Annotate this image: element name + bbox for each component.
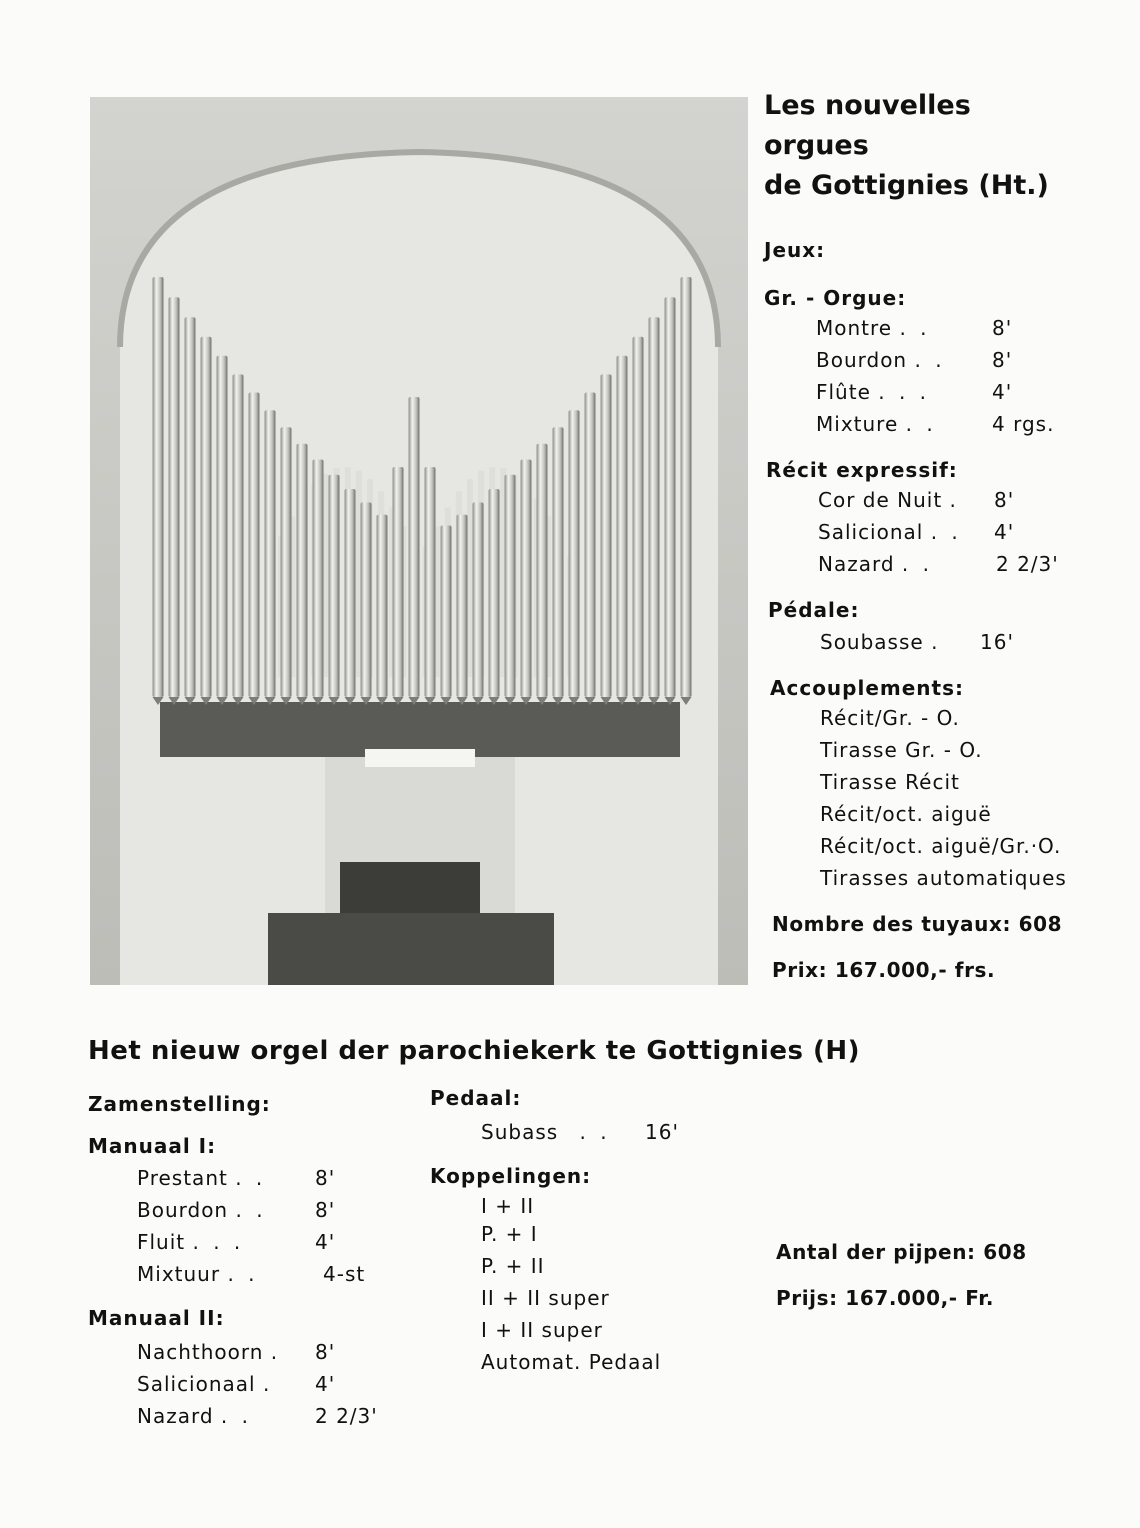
stop-row: Salicionaal . 4' [137,1372,336,1396]
organ-pipe [361,502,372,697]
stop-row: Mixture . . 4 rgs. [816,412,1055,436]
organ-pipe [553,427,564,697]
organ-pipe [521,460,532,698]
manuaal-2-heading: Manuaal II: [88,1306,225,1330]
price: Prix: 167.000,- frs. [772,958,996,982]
stop-row: Soubasse . 16' [820,630,1014,654]
coupler-item: II + II super [481,1286,610,1310]
coupler-item: Tirasse Récit [820,770,960,794]
stop-row: Nachthoorn . 8' [137,1340,336,1364]
stop-row: Nazard . . 2 2/3' [137,1404,378,1428]
organ-pipe [393,467,404,697]
organ-pipe [281,427,292,697]
organ-pipe [153,277,164,697]
french-column [764,86,1124,206]
coupler-item: I + II super [481,1318,603,1342]
stop-row: Fluit . . . 4' [137,1230,336,1254]
stop-row: Subass . . 16' [481,1120,679,1144]
organ-pipe [169,297,180,697]
stop-row: Mixtuur . . 4-st [137,1262,366,1286]
koppelingen-heading: Koppelingen: [430,1164,592,1188]
jeux-heading: Jeux: [764,238,826,262]
pipe-count-dutch: Antal der pijpen: 608 [776,1240,1027,1264]
organ-pipe [441,526,452,698]
coupler-item: I + II [481,1194,535,1218]
organ-pipe [265,410,276,697]
organ-pipe [217,356,228,697]
price-dutch: Prijs: 167.000,- Fr. [776,1286,995,1310]
stop-row: Flûte . . . 4' [816,380,1013,404]
organ-pipe [457,515,468,697]
organ-pipe [665,297,676,697]
organ-pipe [537,444,548,697]
stop-row: Montre . . 8' [816,316,1013,340]
manuaal-1-heading: Manuaal I: [88,1134,217,1158]
pedaal-heading: Pedaal: [430,1086,522,1110]
coupler-item: Tirasse Gr. - O. [820,738,983,762]
coupler-item: Tirasses automatiques [820,866,1067,890]
organ-console [340,862,480,917]
coupler-item: P. + II [481,1254,545,1278]
organ-pipe [489,489,500,697]
coupler-item: Récit/oct. aiguë/Gr.·O. [820,834,1062,858]
recit-heading: Récit expressif: [766,458,958,482]
stop-row: Prestant . . 8' [137,1166,336,1190]
coupler-item: Récit/Gr. - O. [820,706,960,730]
stop-row: Nazard . . 2 2/3' [818,552,1059,576]
organ-pipe [505,475,516,697]
organ-inner-pipe [467,479,473,677]
french-title: Les nouvelles orgues de Gottignies (Ht.) [764,90,1049,201]
grand-orgue-heading: Gr. - Orgue: [764,286,907,310]
organ-pipe [329,475,340,697]
accouplements-heading: Accouplements: [770,676,965,700]
organ-photo [90,97,748,985]
organ-pipe [233,374,244,697]
organ-pipe [297,444,308,697]
pedale-heading: Pédale: [768,598,860,622]
pipe-count: Nombre des tuyaux: 608 [772,912,1063,936]
organ-case [160,702,680,757]
coupler-item: Automat. Pedaal [481,1350,662,1374]
organ-pipe [425,467,436,697]
organ-pipe [617,356,628,697]
organ-pipe [681,277,692,697]
organ-pipe [409,397,420,697]
organ-pipe [249,393,260,698]
organ-pipe [313,460,324,698]
coupler-item: Récit/oct. aiguë [820,802,992,826]
organ-pipe [345,489,356,697]
coupler-item: P. + I [481,1222,538,1246]
organ-pipe [473,502,484,697]
stop-row: Cor de Nuit . 8' [818,488,1015,512]
organ-pipe [377,515,388,697]
composition-heading: Zamenstelling: [88,1092,271,1116]
organ-pipe [633,337,644,697]
organ-pipe [649,317,660,697]
organ-pipe [601,374,612,697]
organ-illustration [90,97,748,985]
stop-row: Bourdon . . 8' [816,348,1013,372]
organ-bench [268,913,554,985]
organ-pipe [201,337,212,697]
dutch-title: Het nieuw orgel der parochiekerk te Gottignies (H) [88,1036,861,1066]
stop-row: Bourdon . . 8' [137,1198,336,1222]
stop-row: Salicional . . 4' [818,520,1015,544]
organ-pipe [585,393,596,698]
organ-pipe [185,317,196,697]
organ-pipe [569,410,580,697]
